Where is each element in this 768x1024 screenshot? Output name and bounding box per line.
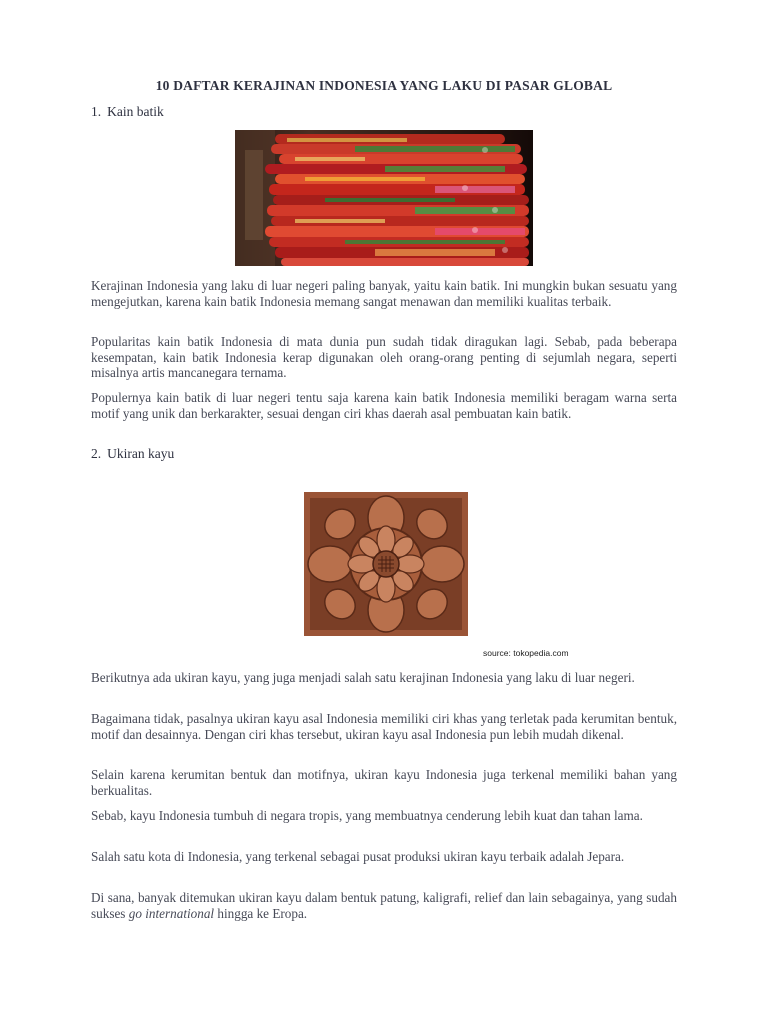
section-title: Ukiran kayu [107, 446, 175, 461]
paragraph: Salah satu kota di Indonesia, yang terkenal sebagai pusat produksi ukiran kayu terbaik adalah Jepara. [91, 849, 625, 864]
paragraph: Bagaimana tidak, pasalnya ukiran kayu asal Indonesia memiliki ciri khas yang terletak pada kerumitan bentuk, motif dan desainnya. Dengan ciri khas tersebut, ukiran kayu asal Indonesia pun lebih mudah dikenal. [91, 711, 677, 742]
batik-fabric-photo [235, 130, 533, 266]
paragraph: Sebab, kayu Indonesia tumbuh di negara tropis, yang membuatnya cenderung lebih kuat dan tahan lama. [91, 808, 643, 823]
text-run: Di sana, banyak ditemukan ukiran kayu dalam bentuk patung, kaligrafi, relief dan lain sebagainya, yang sudah sukses [91, 890, 677, 921]
paragraph: Berikutnya ada ukiran kayu, yang juga menjadi salah satu kerajinan Indonesia yang laku di luar negeri. [91, 670, 635, 685]
emphasis-text: go international [128, 905, 215, 921]
paragraph: Popularitas kain batik Indonesia di mata dunia pun sudah tidak diragukan lagi. Sebab, pada beberapa kesempatan, kain batik Indonesia kerap digunakan oleh orang-orang penting di sejumlah negara, seperti misalnya artis mancanegara ternama. [91, 334, 677, 380]
paragraph: Populernya kain batik di luar negeri tentu saja karena kain batik Indonesia memiliki beragam warna serta motif yang unik dan berkarakter, sesuai dengan ciri khas daerah asal pembuatan kain batik. [91, 390, 677, 421]
section-heading-ukiran-kayu [91, 446, 174, 462]
document-title: 10 DAFTAR KERAJINAN INDONESIA YANG LAKU DI PASAR GLOBAL [155, 78, 613, 93]
section-heading-kain-batik [91, 104, 164, 120]
paragraph-last [91, 890, 677, 921]
image-caption: source: tokopedia.com [483, 648, 569, 658]
section-number: 2. [91, 446, 102, 461]
section-number: 1. [91, 104, 102, 119]
paragraph: Selain karena kerumitan bentuk dan motifnya, ukiran kayu Indonesia juga terkenal memiliki bahan yang berkualitas. [91, 767, 677, 798]
paragraph: Kerajinan Indonesia yang laku di luar negeri paling banyak, yaitu kain batik. Ini mungkin bukan sesuatu yang mengejutkan, karena kain batik Indonesia memang sangat menawan dan memiliki kualitas terbaik. [91, 278, 677, 309]
wood-carving-photo [300, 488, 472, 640]
text-run: hingga ke Eropa. [214, 905, 308, 921]
section-title: Kain batik [107, 104, 164, 119]
